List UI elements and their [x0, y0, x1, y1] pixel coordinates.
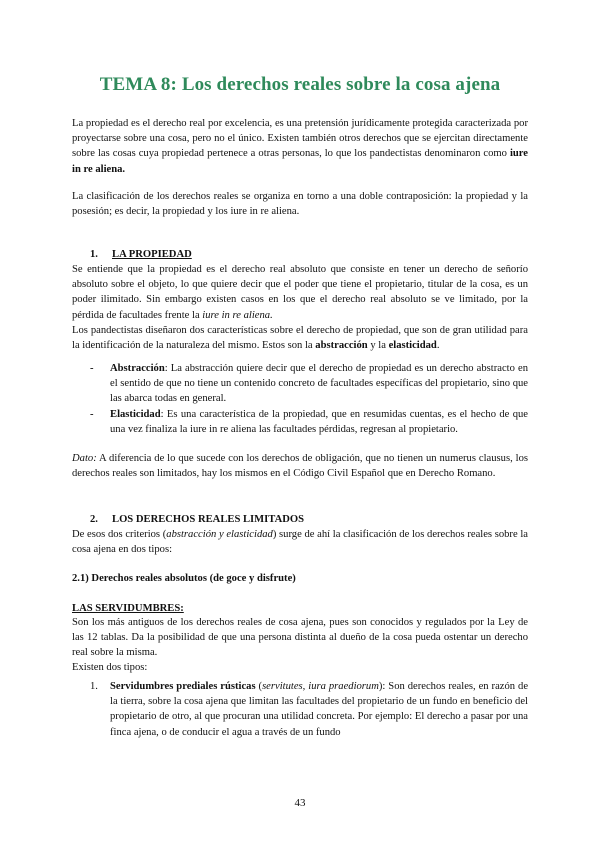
bullet-term: Abstracción: [110, 363, 165, 374]
section-2-number: 2.: [90, 514, 98, 525]
section-2-title: LOS DERECHOS REALES LIMITADOS: [112, 514, 305, 525]
section-1-paragraph-1-italic: iure in re aliena.: [202, 309, 273, 321]
type-term: Servidumbres prediales rústicas: [110, 681, 256, 692]
characteristics-list: [72, 361, 528, 437]
intro-paragraph-1-bold: iure in re aliena.: [72, 148, 528, 175]
section-1-title: LA PROPIEDAD: [112, 249, 192, 260]
servidumbres-paragraph: Son los más antiguos de los derechos reales de cosa ajena, pues son conocidos y regulados por la Ley de las 12 tablas. Da la posibilidad de que una persona distinta al dueño de la cosa pueda ostentar un derecho real sobre la misma.: [72, 617, 528, 659]
types-list: [72, 679, 528, 740]
bullet-marker: -: [90, 363, 94, 374]
type-text: : Son derechos reales, en razón de la tierra, sobre la cosa ajena que limitan las facultades del propietario de un fundo en beneficio del propietario de otro, al que procuran una utilidad concreta. Por ejemplo: El derecho a pasar por una finca ajena, o de conducir el agua a través de un fundo: [110, 681, 529, 738]
list-item: [72, 361, 528, 407]
list-item: [72, 407, 528, 437]
section-1-paragraph-2-connector: y la: [367, 340, 389, 352]
abstraccion-term: abstracción: [315, 340, 368, 352]
section-1-paragraph-2: [72, 323, 528, 353]
servidumbres-heading: LAS SERVIDUMBRES:: [72, 603, 184, 614]
subsection-2-1-heading: 2.1) Derechos reales absolutos (de goce y disfrute): [72, 573, 296, 584]
intro-paragraph-1: [72, 116, 528, 177]
intro-paragraph-2: La clasificación de los derechos reales se organiza en torno a una doble contraposición: la propiedad y la posesión; es decir, la propiedad y los iure in re aliena.: [72, 191, 528, 218]
bullet-marker: -: [90, 408, 94, 420]
section-2-paragraph-1-italic: abstracción y elasticidad: [166, 529, 273, 540]
note-text: A diferencia de lo que sucede con los derechos de obligación, que no tienen un numerus clausus, los derechos reales son limitados, hay los mismos en el Código Civil Español que en Derecho Romano.: [72, 453, 528, 480]
bullet-term: Elasticidad: [110, 408, 161, 420]
bullet-text: : Es una característica de la propiedad, que en resumidas cuentas, es el hecho de que una vez finaliza la iure in re aliena las facultades pérdidas, regresan al propietario.: [110, 408, 528, 435]
bullet-text: : La abstracción quiere decir que el derecho de propiedad es un derecho abstracto en el sentido de que no tiene un contenido concreto de facultades específicas del propietario, sino que las abarca todas en general.: [110, 363, 528, 405]
section-1-paragraph-1-text: Se entiende que la propiedad es el derecho real absoluto que consiste en tener un derecho de señorío absoluto sobre el objeto, lo que quiere decir que el poder que tiene el propietario, titular de la cosa, es un poder ilimitado. Sin embargo existen casos en los que el derecho real absoluto se ve limitado, por la pérdida de facultades frente la: [72, 264, 528, 321]
list-item: 1. Servidumbres prediales rústicas (servitutes, iura praediorum): Son derechos reales, en razón de la tierra, sobre la cosa ajena que limitan las facultades del propietario de un fundo en beneficio del propietario de otro, al que procuran una utilidad concreta. Por ejemplo: El derecho a pasar por una finca ajena, o de conducir el agua a través de un fundo: [90, 681, 529, 738]
section-1-paragraph-1: [72, 262, 528, 323]
section-1-paragraph-2-text: Los pandectistas diseñaron dos características sobre el derecho de propiedad, que son de gran utilidad para la identificación de la naturaleza del mismo. Estos son la: [72, 325, 528, 352]
section-1-paragraph-2-end: .: [436, 340, 440, 352]
section-1-heading: [72, 247, 528, 262]
note-paragraph: [72, 451, 528, 481]
section-2-paragraph-1-rest: ) surge de ahí la clasificación de los derechos reales sobre la cosa ajena en dos tipos:: [72, 529, 528, 556]
page-title: TEMA 8: Los derechos reales sobre la cosa ajena: [99, 74, 501, 95]
list-number: 1.: [90, 681, 98, 692]
section-2-paragraph-1: [72, 527, 528, 557]
intro-paragraph-1-text: La propiedad es el derecho real por excelencia, es una pretensión jurídicamente protegida caracterizada por proyectarse sobre una cosa, pero no el único. Existen también otros derechos que se ejercitan directamente sobre las cosas cuya propiedad pertenece a otras personas, lo que los pandectistas denominaron como: [72, 118, 528, 160]
types-intro: Existen dos tipos:: [72, 662, 148, 673]
page-number: 43: [294, 797, 306, 809]
section-2-paragraph-1-text: De esos dos criterios (: [72, 529, 167, 540]
elasticidad-term: elasticidad: [388, 340, 437, 352]
type-term-latin: servitutes, iura praediorum: [262, 681, 379, 692]
section-1-number: 1.: [90, 249, 98, 260]
note-label: Dato:: [72, 453, 97, 464]
section-2-heading: [72, 512, 528, 527]
